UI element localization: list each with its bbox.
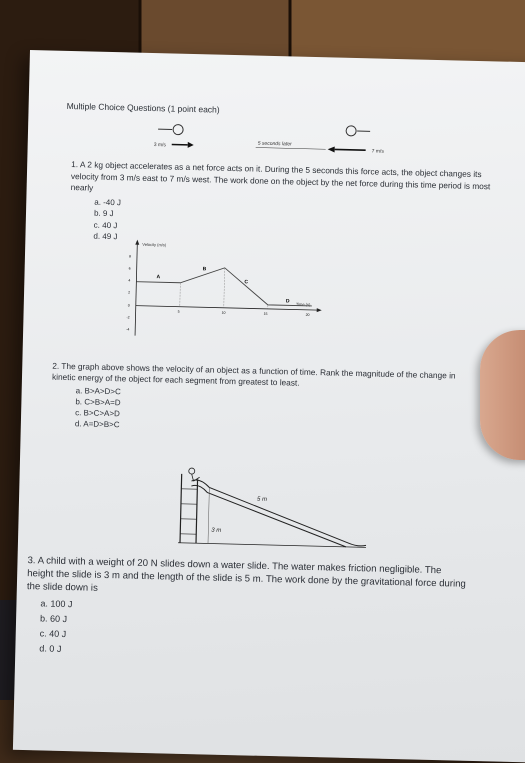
segment-b-label: B bbox=[203, 266, 207, 272]
q1-option-a: a. -40 J bbox=[94, 196, 490, 217]
q3-option-d: d. 0 J bbox=[39, 641, 465, 666]
question-2-text: 2. The graph above shows the velocity of an object as a function of time. Rank the magnitude of the change in kinetic energy of the object for each segment from greatest to least. bbox=[52, 361, 472, 393]
svg-text:-2: -2 bbox=[126, 315, 129, 319]
x-tick-labels bbox=[178, 310, 310, 317]
height-label: 3 m bbox=[211, 528, 221, 534]
svg-text:-4: -4 bbox=[126, 327, 129, 331]
q1-option-c: c. 40 J bbox=[94, 219, 490, 240]
q2-option-d: d. A=D>B>C bbox=[75, 418, 471, 439]
svg-text:10: 10 bbox=[222, 311, 226, 315]
segment-d-label: D bbox=[286, 298, 290, 304]
worksheet-paper bbox=[13, 50, 525, 762]
y-axis-label: Velocity (m/s) bbox=[142, 242, 167, 248]
q3-option-a: a. 100 J bbox=[40, 596, 466, 621]
q2-option-a: a. B>A>D>C bbox=[76, 385, 472, 406]
y-tick-labels bbox=[126, 254, 131, 331]
q1-later-label: 5 seconds later bbox=[258, 141, 292, 148]
q1-motion-figure bbox=[147, 119, 448, 166]
svg-text:20: 20 bbox=[306, 313, 310, 317]
svg-text:15: 15 bbox=[264, 312, 268, 316]
question-2 bbox=[51, 361, 473, 439]
thumb bbox=[480, 330, 525, 460]
svg-text:5: 5 bbox=[178, 310, 180, 314]
svg-text:8: 8 bbox=[129, 254, 131, 258]
q1-option-d: d. 49 J bbox=[93, 231, 489, 252]
page-title: Multiple Choice Questions (1 point each) bbox=[67, 101, 220, 115]
svg-text:0: 0 bbox=[128, 303, 130, 307]
q1-v2-label: 7 m/s bbox=[372, 148, 385, 154]
arrow-west-icon bbox=[328, 146, 366, 153]
object-after bbox=[346, 126, 370, 137]
object-before bbox=[158, 124, 183, 135]
segment-c-label: C bbox=[244, 279, 248, 285]
question-3 bbox=[25, 554, 467, 667]
q3-option-b: b. 60 J bbox=[40, 611, 466, 636]
q2-option-b: b. C>B>A=D bbox=[75, 396, 471, 417]
q1-option-b: b. 9 J bbox=[94, 208, 490, 229]
length-label: 5 m bbox=[257, 497, 267, 503]
x-axis-label: Time (s) bbox=[296, 302, 311, 307]
q3-option-c: c. 40 J bbox=[40, 626, 466, 651]
svg-text:6: 6 bbox=[129, 266, 131, 270]
arrow-east-icon bbox=[172, 141, 194, 148]
question-3-text: 3. A child with a weight of 20 N slides down a water slide. The water makes friction negligible. The height the slide is 3 m and the length of the slide is 5 m. The work done by the gravitational force during the slide down is bbox=[27, 554, 468, 604]
water-slide-figure bbox=[168, 459, 370, 554]
question-1-text: 1. A 2 kg object accelerates as a net force acts on it. During the 5 seconds this force acts, the object changes its velocity from 3 m/s east to 7 m/s west. The work done on the object by the net force during this time period is most nearly bbox=[71, 159, 492, 204]
segment-a-label: A bbox=[156, 274, 160, 280]
q1-v1-label: 3 m/s bbox=[154, 142, 167, 148]
velocity-time-graph bbox=[123, 237, 325, 342]
svg-text:4: 4 bbox=[128, 278, 130, 282]
q2-option-c: c. B>C>A>D bbox=[75, 407, 471, 428]
svg-text:2: 2 bbox=[128, 290, 130, 294]
